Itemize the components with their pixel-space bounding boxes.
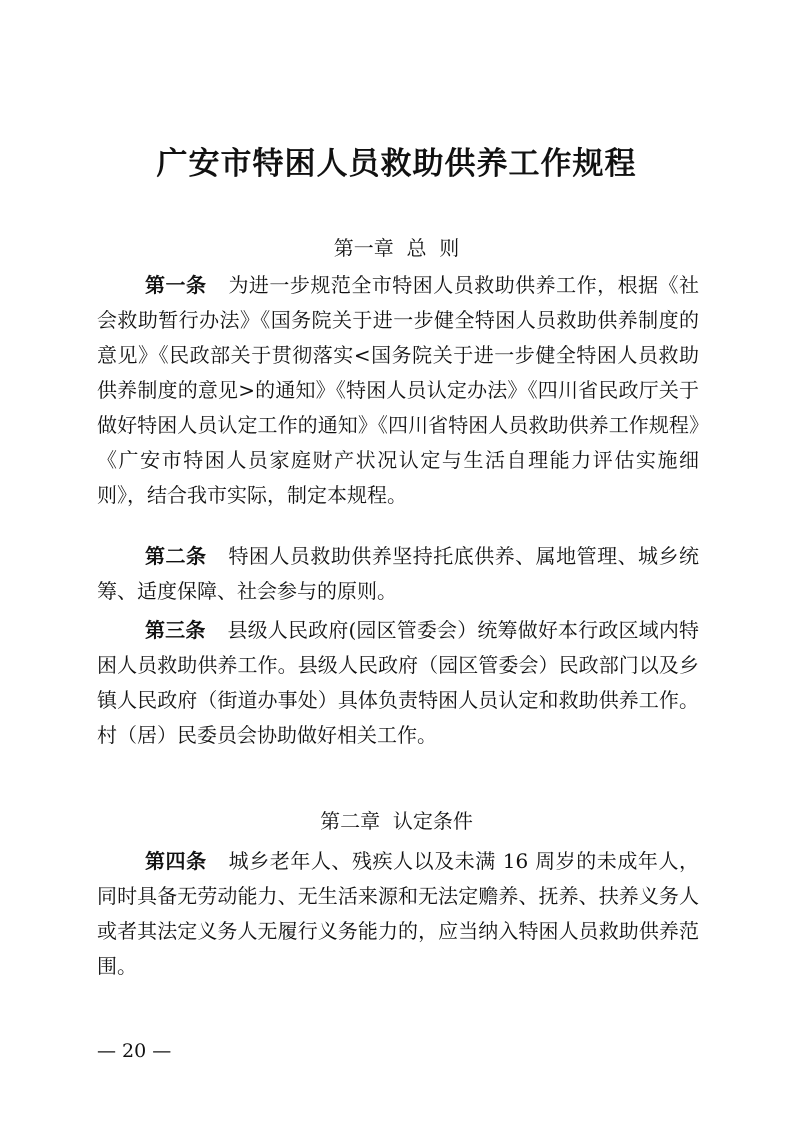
article-text: 城乡老年人、残疾人以及未满 16 周岁的未成年人，同时具备无劳动能力、无生活来源和无法定赡养、抚养、扶养义务人或者其法定义务人无履行义务能力的，应当纳入特困人员救助供养范围。	[97, 849, 700, 978]
article-label: 第三条	[145, 618, 206, 642]
article-1	[97, 268, 699, 513]
article-text: 为进一步规范全市特困人员救助供养工作，根据《社会救助暂行办法》《国务院关于进一步健全特困人员救助供养制度的意见》《民政部关于贯彻落实<国务院关于进一步健全特困人员救助供养制度的意见>的通知》《特困人员认定办法》《四川省民政厅关于做好特困人员认定工作的通知》《四川省特困人员救助供养工作规程》《广安市特困人员家庭财产状况认定与生活自理能力评估实施细则》，结合我市实际，制定本规程。	[97, 273, 700, 507]
page-number: — 20 —	[97, 1040, 172, 1062]
article-label: 第一条	[145, 273, 207, 297]
chapter-heading-2: 第二章 认定条件	[320, 809, 473, 833]
document-title: 广安市特困人员救助供养工作规程	[156, 146, 637, 182]
chapter-heading-1: 第一章 总 则	[333, 236, 460, 260]
article-text: 特困人员救助供养坚持托底供养、属地管理、城乡统筹、适度保障、社会参与的原则。	[97, 544, 700, 603]
article-2	[97, 539, 699, 609]
article-label: 第四条	[145, 849, 207, 873]
article-3	[97, 613, 699, 753]
article-text: 县级人民政府(园区管委会）统筹做好本行政区域内特困人员救助供养工作。县级人民政府（园区管委会）民政部门以及乡镇人民政府（街道办事处）具体负责特困人员认定和救助供养工作。村（居）民委员会协助做好相关工作。	[97, 618, 699, 747]
article-label: 第二条	[145, 544, 207, 568]
article-4	[97, 844, 699, 984]
